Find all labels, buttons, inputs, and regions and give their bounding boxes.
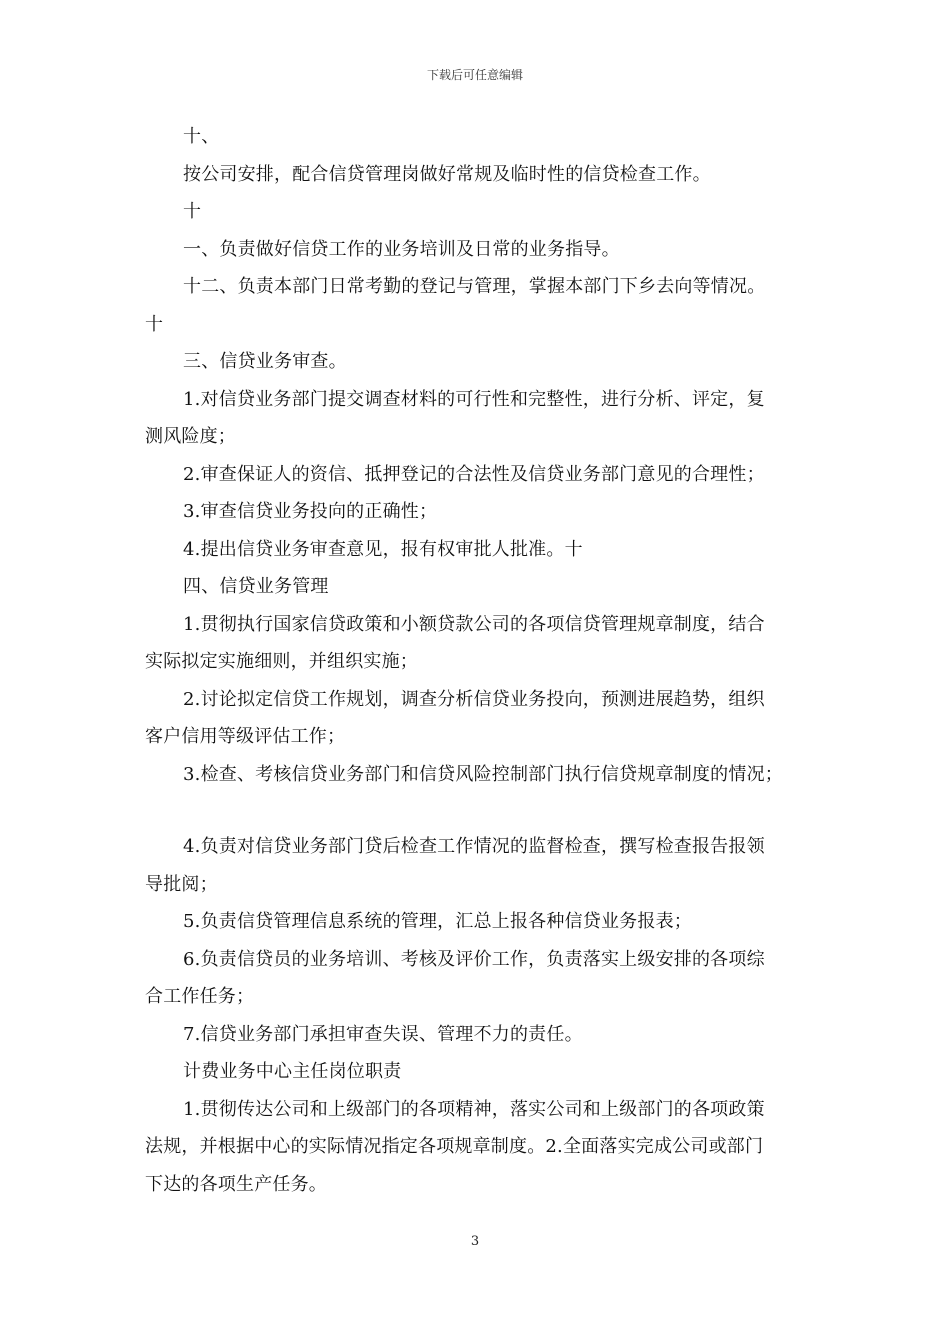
text-line: 1.贯彻传达公司和上级部门的各项精神，落实公司和上级部门的各项政策 <box>183 1098 765 1120</box>
text-line: 7.信贷业务部门承担审查失误、管理不力的责任。 <box>183 1023 583 1045</box>
text-line: 1.对信贷业务部门提交调查材料的可行性和完整性，进行分析、评定，复 <box>183 388 765 410</box>
text-line: 一、负责做好信贷工作的业务培训及日常的业务指导。 <box>183 238 620 260</box>
text-line: 实际拟定实施细则，并组织实施； <box>145 651 418 672</box>
section-heading: 四、信贷业务管理 <box>183 576 329 597</box>
text-line: 3.审查信贷业务投向的正确性； <box>183 501 438 522</box>
text-line: 合工作任务； <box>145 986 255 1007</box>
page-header: 下载后可任意编辑 <box>426 68 523 82</box>
text-line: 6.负责信贷员的业务培训、考核及评价工作，负责落实上级安排的各项综 <box>183 948 765 970</box>
text-line: 4.负责对信贷业务部门贷后检查工作情况的监督检查，撰写检查报告报领 <box>183 836 765 857</box>
text-line: 按公司安排，配合信贷管理岗做好常规及临时性的信贷检查工作。 <box>183 163 711 185</box>
text-line: 十、 <box>183 126 220 147</box>
text-line: 十二、负责本部门日常考勤的登记与管理，掌握本部门下乡去向等情况。 <box>183 276 766 297</box>
text-line: 2.讨论拟定信贷工作规划，调查分析信贷业务投向，预测进展趋势，组织 <box>183 688 765 710</box>
text-line: 下达的各项生产任务。 <box>145 1173 327 1195</box>
section-heading: 计费业务中心主任岗位职责 <box>183 1061 402 1082</box>
blank-line <box>145 793 815 828</box>
text-line: 5.负责信贷管理信息系统的管理，汇总上报各种信贷业务报表； <box>183 911 692 932</box>
text-line: 客户信用等级评估工作； <box>145 726 346 747</box>
text-line: 2.审查保证人的资信、抵押登记的合法性及信贷业务部门意见的合理性； <box>183 463 765 485</box>
page-number: 3 <box>470 1234 480 1249</box>
text-line: 十 <box>183 201 202 222</box>
text-line: 1.贯彻执行国家信贷政策和小额贷款公司的各项信贷管理规章制度，结合 <box>183 613 765 635</box>
text-line: 法规，并根据中心的实际情况指定各项规章制度。2.全面落实完成公司或部门 <box>145 1136 764 1157</box>
text-line: 导批阅； <box>145 873 218 895</box>
text-line: 十 <box>145 313 164 335</box>
text-line: 测风险度； <box>145 426 236 447</box>
text-line: 4.提出信贷业务审查意见，报有权审批人批准。十 <box>183 538 583 560</box>
document-body <box>145 118 815 1203</box>
section-heading: 三、信贷业务审查。 <box>183 351 347 372</box>
text-line: 3.检查、考核信贷业务部门和信贷风险控制部门执行信贷规章制度的情况； <box>183 763 783 785</box>
